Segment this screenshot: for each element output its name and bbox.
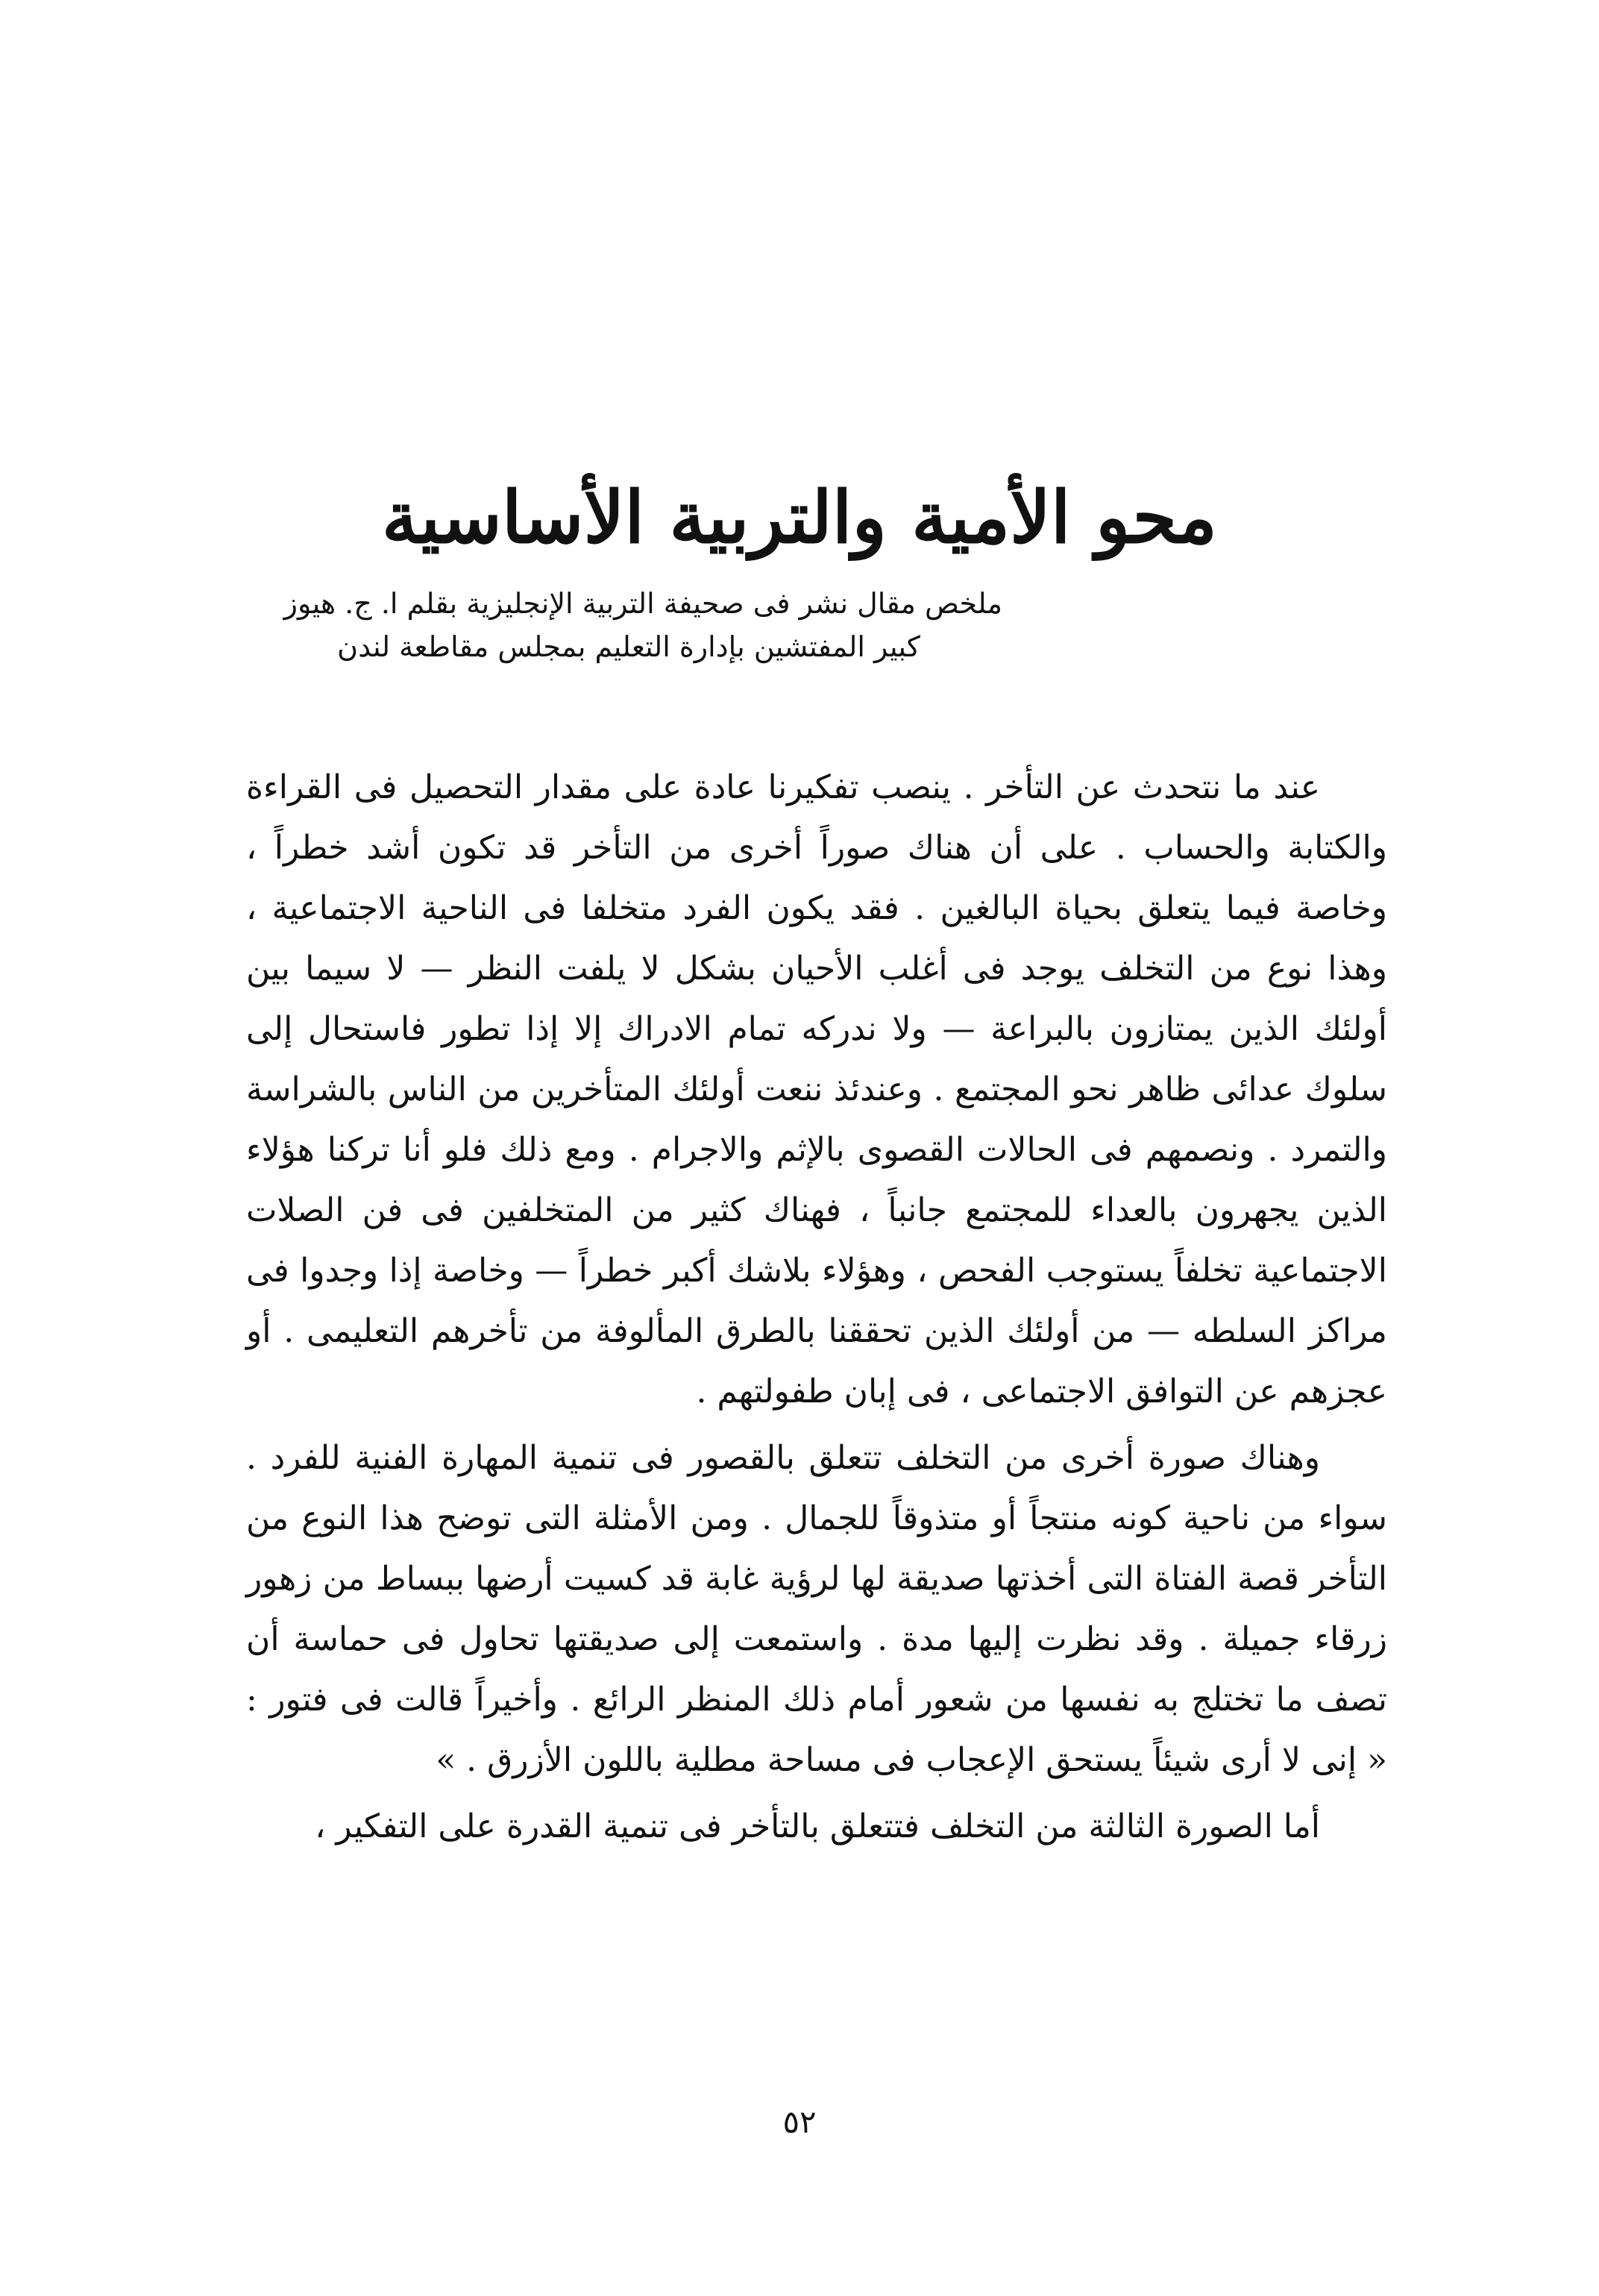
article-body — [246, 757, 1387, 1863]
paragraph-1: عند ما نتحدث عن التأخر . ينصب تفكيرنا عادة على مقدار التحصيل فى القراءة والكتابة والحساب . على أن هناك صوراً أخرى من التأخر قد تكون أشد خطراً ، وخاصة فيما يتعلق بحياة البالغين . فقد يكون الفرد متخلفا فى الناحية الاجتماعية ، وهذا نوع من التخلف يوجد فى أغلب الأحيان بشكل لا يلفت النظر — لا سيما بين أولئك الذين يمتازون بالبراعة — ولا ندركه تمام الادراك إلا إذا تطور فاستحال إلى سلوك عدائى ظاهر نحو المجتمع . وعندئذ ننعت أولئك المتأخرين من الناس بالشراسة والتمرد . ونصمهم فى الحالات القصوى بالإثم والاجرام . ومع ذلك فلو أنا تركنا هؤلاء الذين يجهرون بالعداء للمجتمع جانباً ، فهناك كثير من المتخلفين فى فن الصلات الاجتماعية تخلفاً يستوجب الفحص ، وهؤلاء بلاشك أكبر خطراً — وخاصة إذا وجدوا فى مراكز السلطه — من أولئك الذين تحققنا بالطرق المألوفة من تأخرهم التعليمى . أو عجزهم عن التوافق الاجتماعى ، فى إبان طفولتهم . — [246, 768, 1387, 1411]
article-byline — [257, 582, 1002, 668]
page-number: ٥٢ — [782, 2104, 817, 2140]
page-title: محو الأمية والتربية الأساسية — [382, 475, 1217, 560]
byline-line-2: كبير المفتشين بإدارة التعليم بمجلس مقاطعة لندن — [337, 630, 920, 663]
paragraph-2: وهناك صورة أخرى من التخلف تتعلق بالقصور فى تنمية المهارة الفنية للفرد . سواء من ناحية كونه منتجاً أو متذوقاً للجمال . ومن الأمثلة التى توضح هذا النوع من التأخر قصة الفتاة التى أخذتها صديقة لها لرؤية غابة قد كسيت أرضها ببساط من زهور زرقاء جميلة . وقد نظرت إليها مدة . واستمعت إلى صديقتها تحاول فى حماسة أن تصف ما تختلج به نفسها من شعور أمام ذلك المنظر الرائع . وأخيراً قالت فى فتور : « إنى لا أرى شيئاً يستحق الإعجاب فى مساحة مطلية باللون الأزرق . » — [246, 1439, 1387, 1779]
byline-line-1: ملخص مقال نشر فى صحيفة التربية الإنجليزية بقلم ا. ج. هيوز — [283, 587, 1002, 620]
paragraph-3: أما الصورة الثالثة من التخلف فتتعلق بالتأخر فى تنمية القدرة على التفكير ، — [315, 1807, 1320, 1845]
